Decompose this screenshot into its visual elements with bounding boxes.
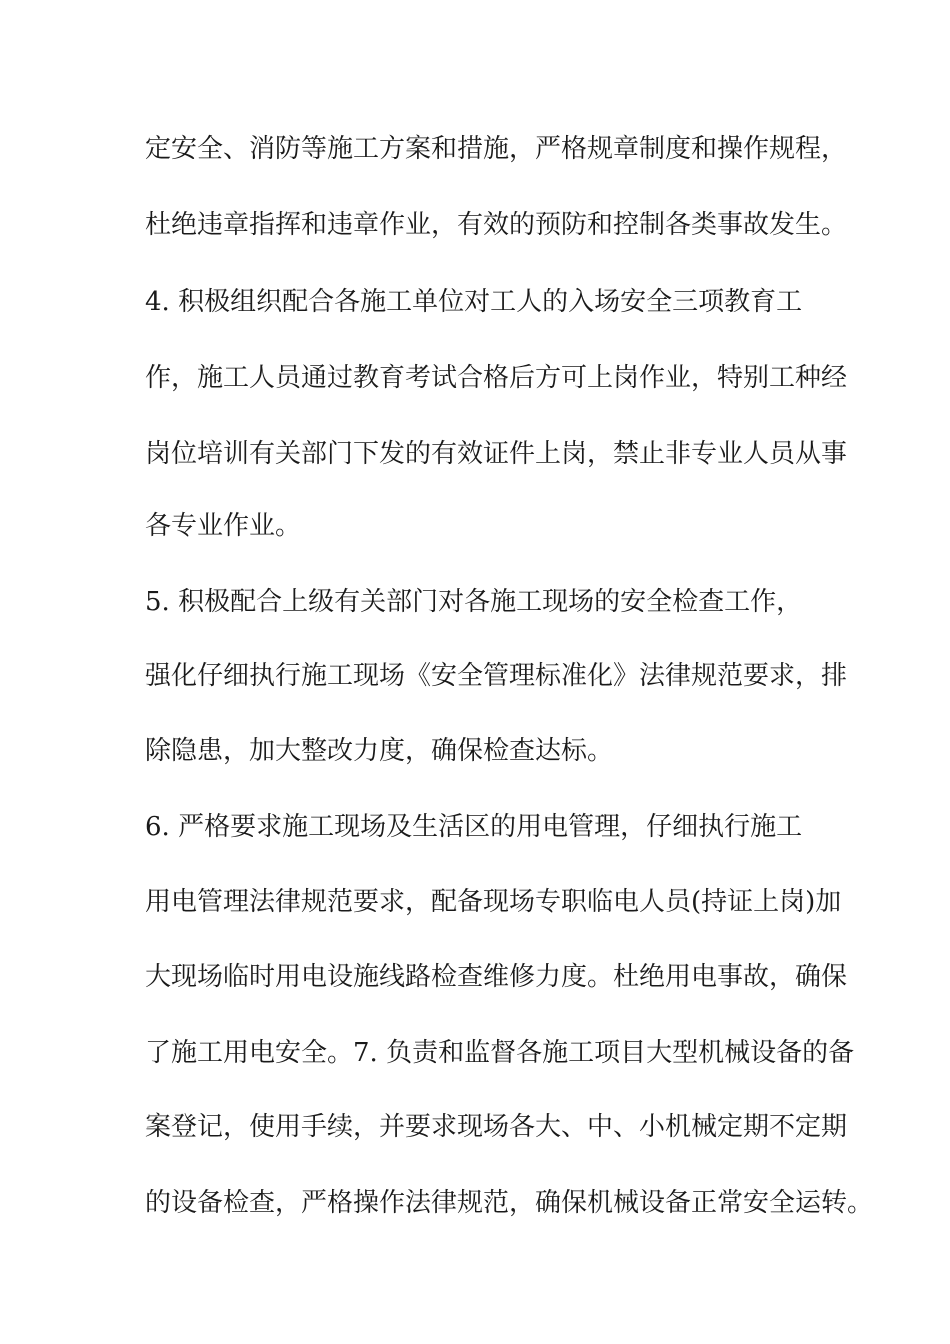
text-line: 6. 严格要求施工现场及生活区的用电管理，仔细执行施工 xyxy=(145,812,803,842)
text-line: 各专业作业。 xyxy=(145,511,302,541)
text-line: 的设备检查，严格操作法律规范，确保机械设备正常安全运转。 xyxy=(145,1188,874,1218)
text-line: 杜绝违章指挥和违章作业，有效的预防和控制各类事故发生。 xyxy=(145,210,848,240)
text-line: 4. 积极组织配合各施工单位对工人的入场安全三项教育工 xyxy=(145,287,803,317)
text-line: 5. 积极配合上级有关部门对各施工现场的安全检查工作， xyxy=(145,587,803,617)
text-line: 案登记，使用手续，并要求现场各大、中、小机械定期不定期 xyxy=(145,1112,848,1142)
text-line: 定安全、消防等施工方案和措施，严格规章制度和操作规程， xyxy=(145,134,848,164)
text-line: 大现场临时用电设施线路检查维修力度。杜绝用电事故，确保 xyxy=(145,962,848,992)
text-line: 除隐患，加大整改力度，确保检查达标。 xyxy=(145,736,614,766)
text-line: 作，施工人员通过教育考试合格后方可上岗作业，特别工种经 xyxy=(145,363,848,393)
text-line: 了施工用电安全。7. 负责和监督各施工项目大型机械设备的备 xyxy=(145,1038,855,1068)
text-line: 岗位培训有关部门下发的有效证件上岗，禁止非专业人员从事 xyxy=(145,439,848,469)
text-line: 强化仔细执行施工现场《安全管理标准化》法律规范要求，排 xyxy=(145,661,848,691)
text-line: 用电管理法律规范要求，配备现场专职临电人员(持证上岗)加 xyxy=(145,887,842,917)
